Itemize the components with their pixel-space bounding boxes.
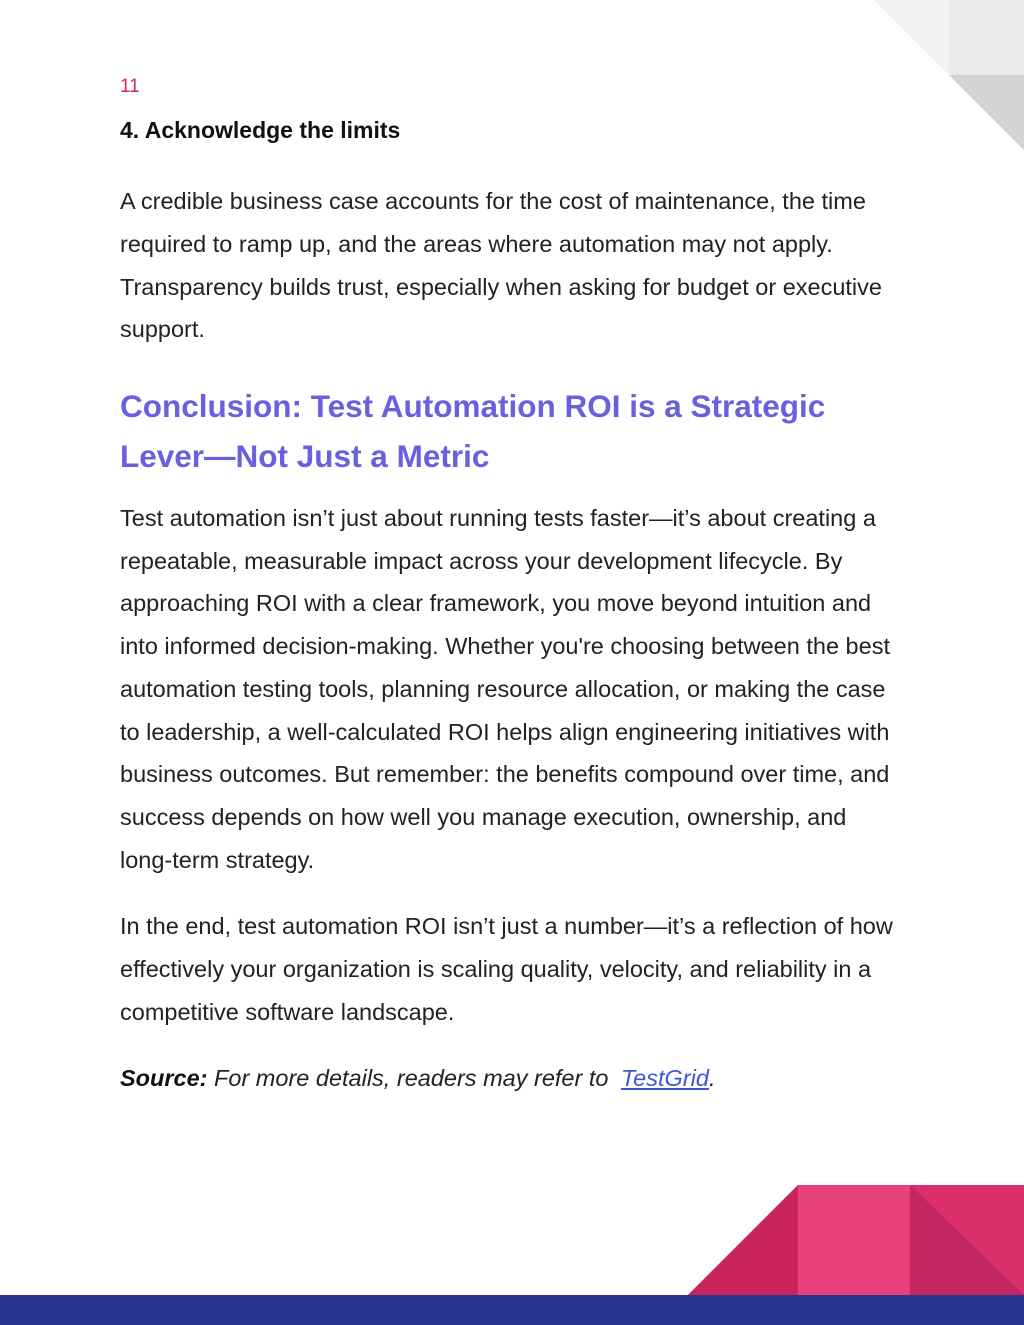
limits-paragraph: A credible business case accounts for the cost of maintenance, the time required to ramp up, and the areas where automation may not apply. Transparency builds trust, especially when asking for budget or executive support. bbox=[120, 188, 882, 343]
testgrid-link[interactable]: TestGrid bbox=[620, 1065, 709, 1092]
conclusion-paragraph-1: Test automation isn’t just about running tests faster—it’s about creating a repeatable, measurable impact across your development lifecycle. By approaching ROI with a clear framework, you move beyond intuition and into informed decision-making. Whether you're choosing between the best automation testing tools, planning resource allocation, or making the case to leadership, a well-calculated ROI helps align engineering initiatives with business outcomes. But remember: the benefits compound over time, and success depends on how well you manage execution, ownership, and long-term strategy. bbox=[120, 505, 890, 873]
conclusion-title: Conclusion: Test Automation ROI is a Strategic Lever—Not Just a Metric bbox=[120, 388, 826, 474]
page-number: 11 bbox=[120, 76, 140, 97]
source-label: Source: bbox=[120, 1065, 208, 1092]
page-content bbox=[120, 114, 900, 1100]
source-text: For more details, readers may refer to bbox=[214, 1065, 609, 1092]
section-heading: 4. Acknowledge the limits bbox=[120, 117, 401, 143]
source-line bbox=[120, 1057, 900, 1100]
source-end: . bbox=[708, 1065, 716, 1092]
bottom-corner-decoration bbox=[688, 1185, 1024, 1295]
footer-bar bbox=[0, 1295, 1024, 1325]
conclusion-paragraph-2: In the end, test automation ROI isn’t just a number—it’s a reflection of how effectively your organization is scaling quality, velocity, and reliability in a competitive software landscape. bbox=[120, 913, 893, 1025]
